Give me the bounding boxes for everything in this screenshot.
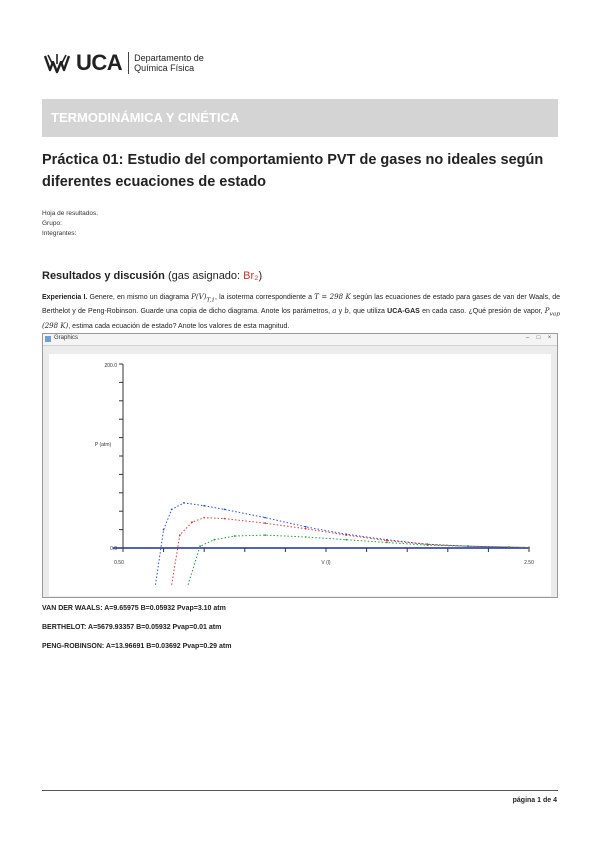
assigned-gas: Br₂: [243, 270, 259, 282]
x-tick-label-max: 2.50: [524, 560, 534, 566]
series-3-point: [213, 539, 215, 541]
series-2-point: [345, 534, 347, 536]
series-3-point: [305, 536, 307, 538]
series-2-point: [191, 521, 193, 523]
instruction-text: , que utiliza: [348, 308, 388, 316]
section-heading: [42, 270, 262, 282]
math-pv-sub: T,1: [206, 297, 215, 304]
x-tick-label-min: 0.50: [114, 560, 124, 566]
window-title: Graphics: [54, 335, 79, 341]
page-number: página 1 de 4: [512, 797, 557, 804]
x-axis-label: V (l): [321, 560, 331, 566]
math-pvap-sub: vap: [549, 311, 560, 318]
minimize-button[interactable]: –: [525, 335, 530, 341]
logo-text: UCA: [76, 50, 123, 75]
maximize-button[interactable]: □: [536, 335, 541, 341]
instruction-text: , la isoterma correspondiente a: [214, 294, 315, 301]
graphics-window: [42, 333, 558, 598]
series-2-point: [179, 534, 181, 536]
instruction-text: , estima cada ecuación de estado? Anote los valores de esta magnitud.: [68, 322, 290, 330]
app-icon: [45, 336, 51, 342]
y-tick-label-max: 200.0: [104, 363, 117, 369]
results-sheet-meta: [42, 209, 98, 239]
plot-background: [49, 354, 551, 596]
experience-instructions: [42, 292, 560, 332]
instruction-text: según las ecuaciones de estado para gases de van der Waals, de Berthelot y de Peng-Robinson. Guarde una copia de dicho diagrama. Anote los parámetros,: [42, 294, 560, 316]
series-1-point: [171, 509, 173, 511]
series-2-point: [386, 540, 388, 542]
series-3-point: [528, 547, 530, 549]
math-b: b: [344, 307, 349, 316]
members-label: Integrantes:: [42, 230, 77, 237]
group-label: Grupo:: [42, 220, 62, 227]
experience-label: Experiencia I.: [42, 294, 88, 301]
practice-title: [42, 149, 562, 193]
math-pv: P(V): [191, 293, 207, 301]
series-3-point: [264, 534, 266, 536]
logo-divider: [128, 52, 129, 74]
uca-logo: [44, 50, 204, 76]
series-3-point: [234, 535, 236, 537]
footer-divider: [42, 790, 558, 791]
title-line-1: Práctica 01: Estudio del comportamiento PVT de gases no ideales según: [42, 152, 544, 168]
y-tick-label-min: 0.0: [110, 546, 117, 552]
instruction-text: Genere, en mismo un diagrama: [87, 294, 192, 301]
department-line-2: Química Física: [134, 63, 195, 73]
series-3-point: [386, 542, 388, 544]
series-1-point: [183, 502, 185, 504]
sheet-label: Hoja de resultados.: [42, 210, 99, 217]
series-1-point: [305, 526, 307, 528]
title-line-2: diferentes ecuaciones de estado: [42, 174, 267, 190]
result-peng-robinson: PENG-ROBINSON: A=13.96691 B=0.03692 Pvap=0.29 atm: [42, 643, 232, 650]
series-3-point: [508, 546, 510, 548]
instruction-text: y: [336, 308, 345, 316]
series-1-point: [163, 529, 165, 531]
course-title: TERMODINÁMICA Y CINÉTICA: [51, 110, 240, 125]
series-2-point: [264, 522, 266, 524]
window-titlebar[interactable]: [43, 334, 557, 346]
section-title: Resultados y discusión: [42, 270, 165, 282]
y-axis-label: P (atm): [94, 442, 112, 448]
math-temperature: T = 298 K: [314, 293, 351, 301]
result-van-der-waals: VAN DER WAALS: A=9.65975 B=0.05932 Pvap=3.10 atm: [42, 605, 226, 612]
series-3-point: [345, 539, 347, 541]
series-1-point: [203, 505, 205, 507]
series-2-point: [224, 518, 226, 520]
result-berthelot: BERTHELOT: A=5679.93357 B=0.05932 Pvap=0.01 atm: [42, 624, 222, 631]
window-controls: [523, 335, 554, 341]
close-button[interactable]: ×: [547, 335, 552, 341]
course-banner: [42, 99, 558, 137]
math-a: a: [332, 307, 337, 316]
instruction-text: en cada caso. ¿Qué presión de vapor,: [419, 308, 545, 316]
series-2-point: [203, 517, 205, 519]
series-3-point: [427, 544, 429, 546]
series-1-point: [224, 509, 226, 511]
series-2-point: [305, 528, 307, 530]
math-298k: (298 K): [42, 321, 69, 330]
series-3-point: [199, 545, 201, 547]
department-line-1: Departamento de: [134, 53, 204, 63]
series-3-point: [467, 545, 469, 547]
app-name: UCA-GAS: [387, 308, 420, 316]
gas-suffix: ): [258, 270, 263, 282]
department-name: [134, 53, 204, 73]
series-1-point: [264, 517, 266, 519]
math-pvap: P: [544, 307, 550, 316]
uca-crest-icon: [44, 52, 70, 74]
pv-isotherm-chart: [49, 354, 551, 596]
gas-prefix: (gas asignado:: [167, 270, 244, 282]
